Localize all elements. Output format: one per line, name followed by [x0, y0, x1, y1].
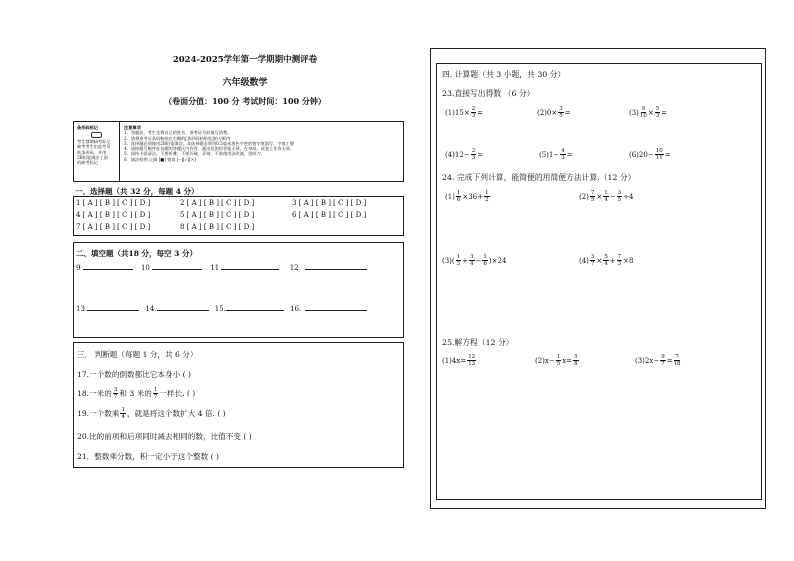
notice-content: 注意事项 1．答题前，考生先将自己的姓名、准考证号码填写清楚。 2．请将准考证条码粘贴在右侧的[条形码粘贴处]的方框内 3．选择题必须使用2B铅笔填涂；非选择题必须用0.5毫米黑色字迹的签字笔填写，字体工整 4．请按题号顺序在各题的答题区内作答，超出范围的答案无效，在草纸、试卷上作答无效。 5．保持卡面清洁，不要折叠、不要弄破、弄皱，不准使用涂改液、刮纸刀。 6．填涂样例 正确 [■] 错误 [--][√][×]	[124, 125, 399, 162]
question-19: 19.一个数乘 $\frac{1}{4}$ ，就是将这个数扩大 4 倍. ( )	[77, 407, 226, 420]
question-18: 18.一米的 $\frac{3}{7}$ 和 3 米的 $\frac{1}{7}$ 一样长. ( )	[77, 387, 196, 400]
calc-3: (3) $\frac{9}{10}$ × $\frac{5}{3}$ =	[629, 106, 668, 119]
calc-4: (4)12− $\frac{2}{3}$ =	[445, 148, 484, 161]
answer-blank[interactable]	[87, 310, 139, 311]
blank-row-1: 9 10 11 12	[76, 264, 367, 272]
calc-6: (6)20− $\frac{10}{11}$ =	[629, 148, 671, 161]
simplify-3: (3)( $\frac{1}{3}$ + $\frac{3}{4}$ − $\frac{1}{6}$ )×24	[442, 254, 507, 267]
right-panel	[436, 63, 762, 500]
answer-blank[interactable]	[226, 310, 284, 311]
equation-1: (1)4x= $\frac{12}{13}$	[442, 354, 476, 367]
section1-title: 一、选择题（共 32 分，每题 4 分）	[75, 187, 199, 196]
answer-blank[interactable]	[157, 310, 209, 311]
choice-item[interactable]: 3 [ A ] [ B ] [ C ] [ D ]	[292, 199, 367, 207]
blank-row-2: 13. 14. 15. 16.	[76, 305, 367, 313]
question-17: 17.一个数的倒数都比它本身小 ( )	[77, 370, 191, 379]
barcode-title: 条形码标记	[77, 125, 98, 130]
choice-item[interactable]: 6 [ A ] [ B ] [ C ] [ D ]	[292, 211, 367, 219]
simplify-1: (1) $\frac{1}{6}$ ×36+ $\frac{1}{2}$	[445, 190, 489, 203]
answer-blank[interactable]	[221, 269, 279, 270]
question-24: 24. 完成下列计算，能简便的用简便方法计算.（12 分）	[442, 173, 636, 182]
simplify-4: (4) $\frac{3}{7}$ × $\frac{5}{4}$ + $\frac{7}{3}$ ×8	[579, 254, 634, 267]
question-23: 23.直接写出得数 （6 分）	[442, 89, 535, 98]
choice-item[interactable]: 7 [ A ] [ B ] [ C ] [ D ]	[76, 223, 151, 231]
exam-title: 2024-2025学年第一学期期中测评卷	[172, 55, 318, 65]
equation-2: (2)x− $\frac{1}{5}$ x= $\frac{5}{8}$	[535, 354, 578, 367]
section4-title: 四. 计算题（共 3 小题，共 30 分）	[442, 70, 566, 79]
section2-title: 二、填空题（共18 分，每空 3 分）	[76, 249, 197, 258]
choice-item[interactable]: 8 [ A ] [ B ] [ C ] [ D ]	[180, 223, 255, 231]
exam-info: （卷面分值：100 分 考试时间：100 分钟）	[164, 96, 326, 106]
simplify-2: (2) $\frac{7}{5}$ × $\frac{1}{4}$ − $\frac{3}{5}$ ÷4	[579, 190, 634, 203]
absence-mark-box[interactable]	[91, 132, 102, 138]
subject-title: 六年级数学	[222, 78, 268, 88]
notice-box	[73, 121, 404, 182]
question-21: 21．整数乘分数，积一定小于这个整数 ( )	[77, 452, 219, 461]
choice-item[interactable]: 1 [ A ] [ B ] [ C ] [ D ]	[76, 199, 151, 207]
choice-item[interactable]: 2 [ A ] [ B ] [ C ] [ D ]	[180, 199, 255, 207]
answer-blank[interactable]	[305, 310, 367, 311]
calc-2: (2)0× $\frac{3}{5}$ =	[537, 106, 571, 119]
section3-title: 三． 判断题（每题 1 分，共 6 分）	[77, 350, 198, 359]
equation-3: (3)2x− $\frac{9}{7}$ = $\frac{7}{18}$	[635, 354, 681, 367]
notice-title: 注意事项	[124, 125, 141, 130]
judgement-box	[73, 342, 404, 468]
calc-5: (5)1− $\frac{4}{3}$ =	[539, 148, 573, 161]
barcode-area	[74, 122, 120, 181]
answer-blank[interactable]	[83, 269, 133, 270]
answer-blank[interactable]	[152, 269, 202, 270]
calc-1: (1)15× $\frac{2}{3}$ =	[445, 106, 484, 119]
choice-item[interactable]: 4 [ A ] [ B ] [ C ] [ D ]	[76, 211, 151, 219]
choice-item[interactable]: 5 [ A ] [ B ] [ C ] [ D ]	[180, 211, 255, 219]
choice-answer-box	[73, 196, 404, 236]
barcode-note: 考生禁填缺考标记 缺考考生由监考员 贴条形码，并用 2B铅笔填涂上面 的缺考标记	[77, 139, 111, 166]
answer-blank[interactable]	[305, 269, 367, 270]
fill-blank-box	[73, 242, 404, 338]
question-20: 20.比的前项和后项同时减去相同的数，比值不变 ( )	[77, 432, 252, 441]
question-25: 25.解方程（12 分）	[442, 338, 514, 347]
